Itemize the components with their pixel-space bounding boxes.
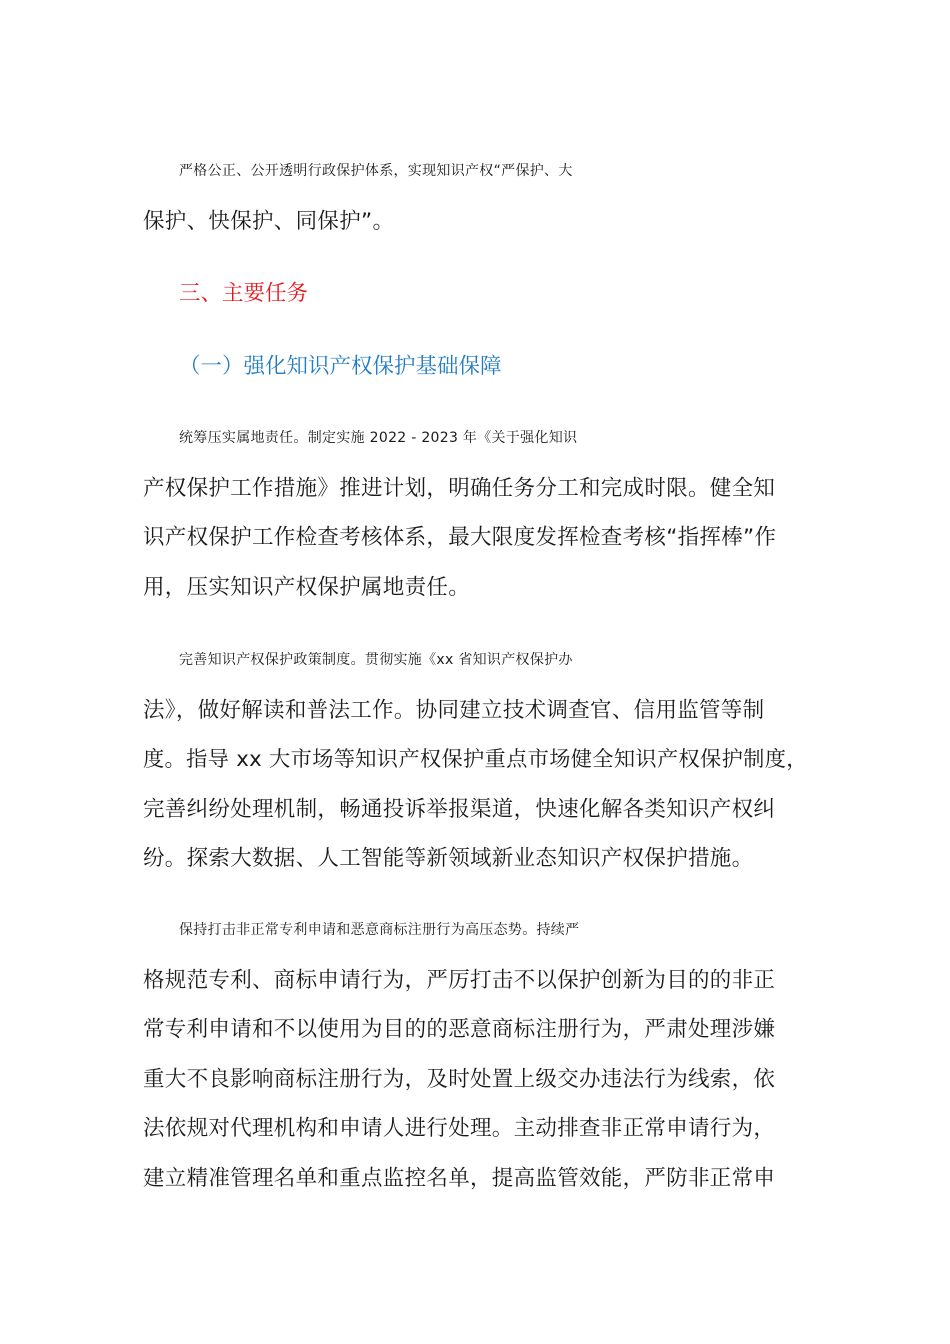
paragraph-policy-system	[143, 636, 807, 884]
paragraph-line: 重大不良影响商标注册行为，及时处置上级交办违法行为线索，依	[143, 1066, 776, 1092]
section-heading: 三、主要任务	[179, 281, 309, 306]
paragraph-line: 识产权保护工作检查考核体系，最大限度发挥检查考核“指挥棒”作	[143, 525, 777, 550]
paragraph-line: 严格公正、公开透明行政保护体系，实现知识产权“严保护、大	[179, 163, 573, 179]
paragraph-line: 用，压实知识产权保护属地责任。	[143, 574, 471, 600]
paragraph-line: 保持打击非正常专利申请和恶意商标注册行为高压态势。持续严	[179, 922, 580, 938]
paragraph-line: 统筹压实属地责任。制定实施 2022 - 2023 年《关于强化知识	[179, 430, 578, 446]
subsection-heading: （一）强化知识产权保护基础保障	[179, 354, 502, 379]
paragraph-line: 常专利申请和不以使用为目的的恶意商标注册行为，严肃处理涉嫌	[143, 1017, 776, 1042]
paragraph-line: 完善知识产权保护政策制度。贯彻实施《xx 省知识产权保护办	[179, 652, 573, 668]
paragraph-line: 格规范专利、商标申请行为，严厉打击不以保护创新为目的的非正	[143, 967, 776, 993]
intro-paragraph	[143, 147, 807, 246]
paragraph-line: 完善纠纷处理机制，畅通投诉举报渠道，快速化解各类知识产权纠	[143, 796, 776, 822]
paragraph-line: 产权保护工作措施》推进计划，明确任务分工和完成时限。健全知	[143, 475, 776, 501]
paragraph-line: 度。指导 xx 大市场等知识产权保护重点市场健全知识产权保护制度，	[143, 747, 808, 772]
paragraph-line: 纷。探索大数据、人工智能等新领域新业态知识产权保护措施。	[143, 846, 754, 871]
paragraph-compaction-responsibility	[143, 414, 807, 612]
paragraph-line: 法》，做好解读和普法工作。协同建立技术调查官、信用监管等制	[143, 697, 765, 723]
paragraph-abnormal-applications	[143, 906, 807, 1203]
paragraph-line: 保护、快保护、同保护”。	[143, 208, 395, 234]
paragraph-line: 法依规对代理机构和申请人进行处理。主动排查非正常申请行为，	[143, 1116, 776, 1141]
paragraph-line: 建立精准管理名单和重点监控名单，提高监管效能，严防非正常申	[143, 1165, 776, 1191]
